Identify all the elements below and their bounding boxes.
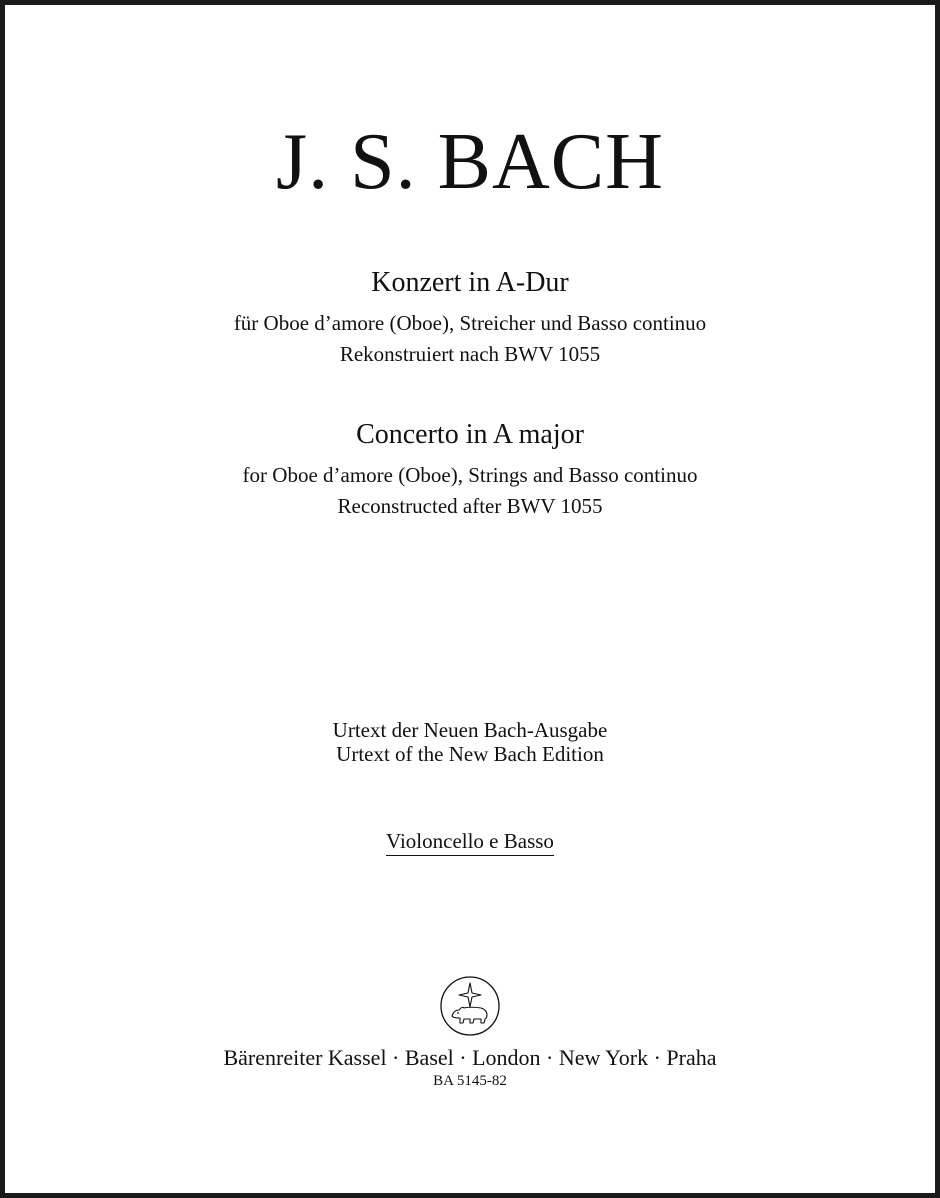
- publisher-imprint: Bärenreiter Kassel · Basel · London · New York · Praha: [223, 1045, 717, 1070]
- instrumentation-german: für Oboe d’amore (Oboe), Streicher und Basso continuo: [233, 311, 707, 335]
- part-label: Violoncello e Basso: [386, 829, 554, 856]
- title-page: [5, 5, 935, 1193]
- reconstruction-english: Reconstructed after BWV 1055: [337, 494, 603, 518]
- title-english: Concerto in A major: [356, 419, 584, 450]
- composer-name: J. S. BACH: [276, 118, 664, 206]
- baerenreiter-bear-star-logo-icon: [439, 975, 501, 1037]
- urtext-english: Urtext of the New Bach Edition: [336, 742, 604, 766]
- instrumentation-english: for Oboe d’amore (Oboe), Strings and Basso continuo: [242, 463, 698, 487]
- part-designation: [5, 829, 935, 856]
- urtext-german: Urtext der Neuen Bach-Ausgabe: [332, 718, 608, 742]
- catalog-number: BA 5145-82: [433, 1073, 507, 1089]
- title-german: Konzert in A-Dur: [371, 267, 569, 298]
- reconstruction-german: Rekonstruiert nach BWV 1055: [339, 342, 601, 366]
